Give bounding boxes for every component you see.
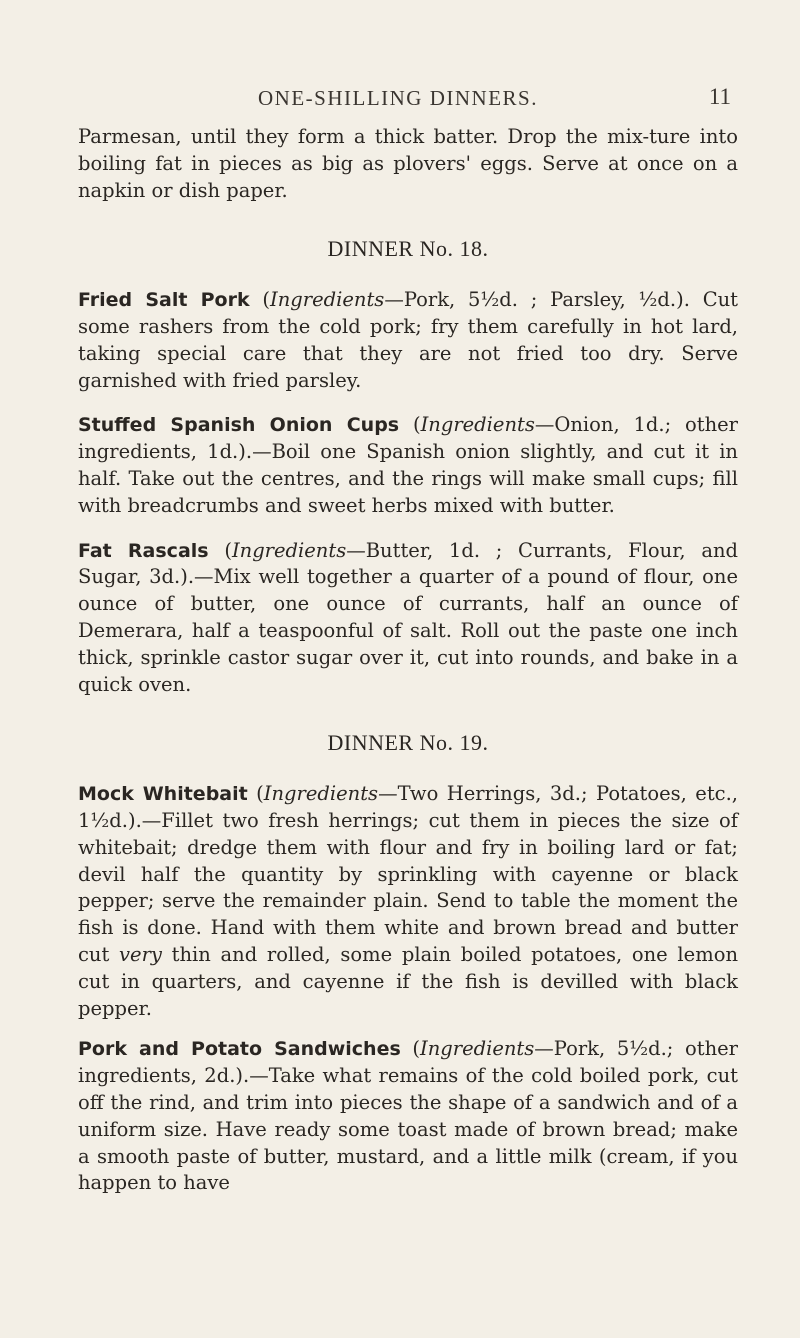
recipe-instructions-end: thin and rolled, some plain boiled potatoes, one lemon cut in quarters, and cayenne if the fish is devilled with black pepper. — [78, 942, 738, 1020]
recipe-instructions: —Mix well together a quarter of a pound of flour, one ounce of butter, one ounce of currants, half an ounce of Demerara, half a teaspoonful of salt. Roll out the paste one inch thick, sprinkle castor sugar over it, cut into rounds, and bake in a quick oven. — [78, 565, 738, 696]
recipe-instructions: —Fillet two fresh herrings; cut them in pieces the size of whitebait; dredge them with flour and fry in boiling lard or fat; devil half the quantity by sprinkling with cayenne or black pepper; serve the remainder plain. Send to table the moment the fish is done. Hand with them white and brown bread and butter cut — [78, 808, 738, 966]
ingredients-list: —Butter, 1d. ; Currants, Flour, and Sugar, 3d.). — [78, 538, 738, 589]
running-head: ONE-SHILLING DINNERS. — [258, 86, 538, 110]
ingredients-list: —Onion, 1d.; other ingredients, 1d.). — [78, 413, 738, 464]
ingredients-label: Ingredients — [420, 413, 535, 437]
ingredients-label: Ingredients — [231, 538, 347, 562]
body-text — [78, 124, 738, 1197]
recipe-title: Stuffed Spanish Onion Cups — [78, 414, 400, 437]
dinner-19-heading: DINNER No. 19. — [327, 730, 489, 756]
recipe-mock-whitebait: Mock Whitebait (Ingredients—Two Herrings, 3d.; Potatoes, etc., 1½d.).—Fillet two fresh herrings; cut them in pieces the size of whitebait; dredge them with flour and fry in boiling lard or fat; devil half the quantity by sprinkling with cayenne or black pepper; serve the remainder plain. Send to table the moment the fish is done. Hand with them white and brown bread and butter cut very thin and rolled, some plain boiled potatoes, one lemon cut in quarters, and cayenne if the fish is devilled with black pepper. — [78, 782, 738, 1020]
recipe-stuffed-onion-cups: Stuffed Spanish Onion Cups (Ingredients—Onion, 1d.; other ingredients, 1d.).—Boil one Spanish onion slightly, and cut it in half. Take out the centres, and the rings will make small cups; fill with breadcrumbs and sweet herbs mixed with butter. — [78, 413, 738, 517]
intro-paragraph: Parmesan, until they form a thick batter. Drop the mix-ture into boiling fat in pieces as big as plovers' eggs. Serve at once on a napkin or dish paper. — [78, 125, 738, 202]
ingredients-label: Ingredients — [270, 288, 385, 312]
recipe-instructions: Cut some rashers from the cold pork; fry them carefully in hot lard, taking special care that they are not fried too dry. Serve garnished with fried parsley. — [78, 288, 739, 392]
ingredients-list: —Pork, 5½d.; other ingredients, 2d.). — [78, 1037, 738, 1088]
recipe-fried-salt-pork: Fried Salt Pork (Ingredients—Pork, 5½d. ; Parsley, ½d.). Cut some rashers from the cold pork; fry them carefully in hot lard, taking special care that they are not fried too dry. Serve garnished with fried parsley. — [78, 288, 739, 392]
ingredients-label: Ingredients — [420, 1037, 535, 1061]
recipe-title: Fried Salt Pork — [78, 289, 250, 312]
recipe-title: Fat Rascals — [78, 539, 209, 562]
ingredients-label: Ingredients — [263, 782, 379, 806]
page-header — [0, 84, 800, 114]
ingredients-list: —Pork, 5½d. ; Parsley, ½d.). — [384, 288, 690, 312]
recipe-title: Mock Whitebait — [78, 783, 248, 806]
emphasis-word: very — [119, 942, 162, 966]
recipe-pork-potato-sandwiches: Pork and Potato Sandwiches (Ingredients—Pork, 5½d.; other ingredients, 2d.).—Take what remains of the cold boiled pork, cut off the rind, and trim into pieces the shape of a sandwich and of a uniform size. Have ready some toast made of brown bread; make a smooth paste of butter, mustard, and a little milk (cream, if you happen to have — [78, 1037, 738, 1195]
recipe-instructions: —Boil one Spanish onion slightly, and cut it in half. Take out the centres, and the rings will make small cups; fill with breadcrumbs and sweet herbs mixed with butter. — [78, 440, 738, 517]
page-number: 11 — [708, 84, 731, 109]
recipe-title: Pork and Potato Sandwiches — [78, 1038, 401, 1061]
recipe-instructions: —Take what remains of the cold boiled pork, cut off the rind, and trim into pieces the shape of a sandwich and of a uniform size. Have ready some toast made of brown bread; make a smooth paste of butter, mustard, and a little milk (cream, if you happen to have — [78, 1064, 738, 1195]
dinner-18-heading: DINNER No. 18. — [327, 236, 489, 262]
recipe-fat-rascals: Fat Rascals (Ingredients—Butter, 1d. ; Currants, Flour, and Sugar, 3d.).—Mix well together a quarter of a pound of flour, one ounce of butter, one ounce of currants, half an ounce of Demerara, half a teaspoonful of salt. Roll out the paste one inch thick, sprinkle castor sugar over it, cut into rounds, and bake in a quick oven. — [78, 538, 738, 696]
ingredients-list: —Two Herrings, 3d.; Potatoes, etc., 1½d.). — [78, 782, 738, 832]
